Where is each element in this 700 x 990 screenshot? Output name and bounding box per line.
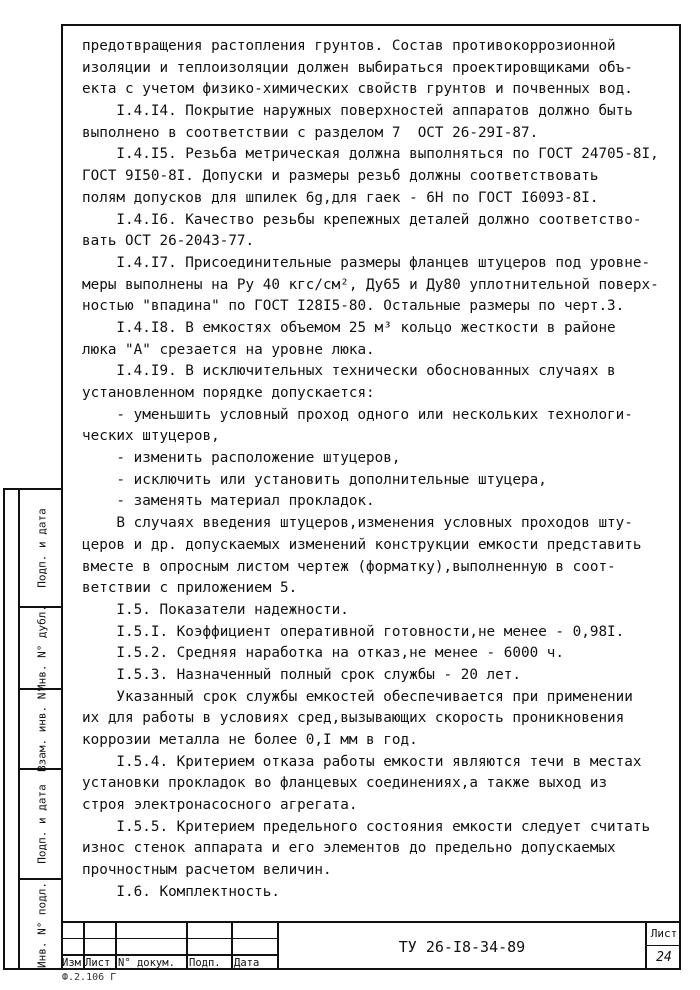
body-line: I.4.I4. Покрытие наружных поверхностей аппаратов должно быть <box>82 103 633 120</box>
document-code: ТУ 26-I8-34-89 <box>398 937 526 956</box>
col-label-doc-no: N° докум. <box>118 957 175 969</box>
col-label-signature: Подп. <box>189 957 221 969</box>
approval-strip-outer <box>3 488 20 970</box>
strip-label-orig-inv: Инв. N° подл. <box>35 881 48 969</box>
body-line: I.4.I9. В исключительных технически обоснованных случаях в <box>82 363 616 380</box>
body-line: коррозии металла не более 0,I мм в год. <box>82 732 418 748</box>
body-line: выполнено в соответствии с разделом 7 ОСТ 26-29I-87. <box>82 124 539 141</box>
body-line: установки прокладок во фланцевых соединениях,а также выход из <box>82 775 608 792</box>
body-line: полям допусков для шпилек 6g,для гаек - 6Н по ГОСТ I6093-8I. <box>82 189 599 206</box>
strip-label-sign-date-1: Подп. и дата <box>35 508 48 588</box>
body-line: люка "А" срезается на уровне люка. <box>82 341 375 358</box>
strip-cell-sign-date-2 <box>20 770 63 880</box>
body-line: вать ОСТ 26-2043-77. <box>82 233 255 250</box>
approval-strip <box>20 488 63 970</box>
form-mark: Ф.2.106 Г <box>62 972 117 983</box>
body-line: - изменить расположение штуцеров, <box>82 450 401 467</box>
strip-cell-orig-inv <box>20 880 63 970</box>
body-line: I.5.3. Назначенный полный срок службы - 20 лет. <box>82 666 521 683</box>
sheet-number: 24 <box>656 950 672 965</box>
body-line: прочностным расчетом величин. <box>82 862 332 879</box>
body-line: I.6. Комплектность. <box>82 883 280 900</box>
body-line: I.5.I. Коэффициент оперативной готовности,не менее - 0,98I. <box>82 623 625 640</box>
revision-grid <box>61 923 277 970</box>
body-line: В случаях введения штуцеров,изменения условных проходов шту- <box>82 515 633 532</box>
strip-cell-dup-inv <box>20 604 63 692</box>
title-block <box>61 921 681 970</box>
revision-row-line <box>61 938 277 939</box>
body-line: - исключить или установить дополнительные штуцера, <box>82 471 547 488</box>
body-line: I.5.2. Средняя наработка на отказ,не менее - 6000 ч. <box>82 645 565 662</box>
body-line: ветствии с приложением 5. <box>82 580 298 597</box>
body-line: Указанный срок службы емкостей обеспечивается при применении <box>82 688 633 705</box>
body-line: износ стенок аппарата и его элементов до предельно допускаемых <box>82 840 616 857</box>
body-line: меры выполнены на Ру 40 кгс/см², Ду65 и Ду80 уплотнительной поверх- <box>82 276 659 293</box>
body-line: I.4.I8. В емкостях объемом 25 м³ кольцо жесткости в районе <box>82 319 616 336</box>
body-line: - заменять материал прокладок. <box>82 493 375 510</box>
strip-cell-replace-inv <box>20 685 63 773</box>
body-line: I.5.4. Критерием отказа работы емкости являются течи в местах <box>82 753 642 770</box>
body-line: екта с учетом физико-химических свойств грунтов и почвенных вод. <box>82 81 633 98</box>
strip-label-dup-inv: Инв. N° дубл. <box>35 604 48 692</box>
body-line: - уменьшить условный проход одного или нескольких технологи- <box>82 406 633 423</box>
strip-cell-sign-date-1 <box>20 490 63 608</box>
strip-label-replace-inv: Взам. инв. N° <box>35 685 48 773</box>
body-line: ГОСТ 9I50-8I. Допуски и размеры резьб должны соответствовать <box>82 168 599 185</box>
body-line: вместе в опросным листом чертеж (форматку),выполненную в соот- <box>82 558 616 575</box>
body-line: установленном порядке допускается: <box>82 385 375 401</box>
body-line: их для работы в условиях сред,вызывающих скорость проникновения <box>82 710 625 727</box>
col-label-change: Изм <box>62 957 81 969</box>
col-label-date: Дата <box>234 957 260 969</box>
revision-labels <box>61 955 277 969</box>
body-line: церов и др. допускаемых изменений конструкции емкости представить <box>82 536 642 553</box>
document-code-cell <box>277 923 645 970</box>
body-line: изоляции и теплоизоляции должен выбираться проектировщиками объ- <box>82 59 633 76</box>
col-label-sheet: Лист <box>85 957 111 969</box>
body-line: I.4.I6. Качество резьбы крепежных деталей должно соответство- <box>82 211 642 228</box>
body-line: предотвращения растопления грунтов. Состав противокоррозионной <box>82 38 616 54</box>
strip-label-sign-date-2: Подп. и дата <box>35 784 48 864</box>
body-line: строя электронасосного агрегата. <box>82 797 358 814</box>
document-body <box>82 36 674 904</box>
body-line: I.4.I5. Резьба метрическая должна выполняться по ГОСТ 24705-8I, <box>82 146 659 163</box>
body-line: I.5. Показатели надежности. <box>82 601 349 618</box>
body-line: ностью "впадина" по ГОСТ I28I5-80. Остальные размеры по черт.3. <box>82 298 625 315</box>
sheet-label: Лист <box>647 923 681 946</box>
body-line: I.4.I7. Присоединительные размеры фланцев штуцеров под уровне- <box>82 254 651 271</box>
sheet-cell <box>645 923 681 970</box>
body-line: I.5.5. Критерием предельного состояния емкости следует считать <box>82 818 651 835</box>
body-line: ческих штуцеров, <box>82 428 220 445</box>
